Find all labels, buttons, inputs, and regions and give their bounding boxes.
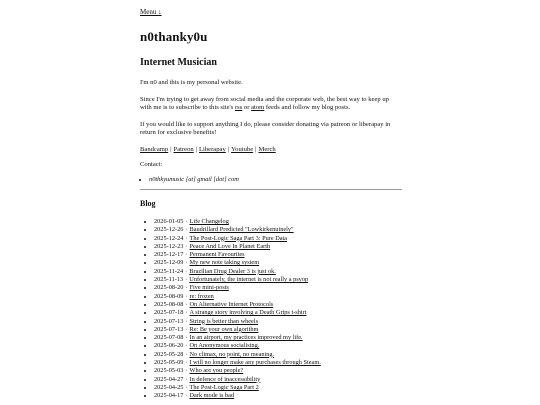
post-title-link[interactable]: Five mini-posts bbox=[189, 284, 229, 292]
post-title-link[interactable]: Re: Be your own algorithm bbox=[189, 325, 259, 333]
post-date: 2025-12-17 bbox=[154, 251, 184, 259]
menu-toggle bbox=[140, 8, 402, 16]
post-separator: · bbox=[185, 383, 188, 391]
post-separator: · bbox=[185, 359, 188, 367]
contact-label: Contact: bbox=[140, 160, 163, 168]
post-date: 2025-06-20 bbox=[154, 342, 184, 350]
intro-paragraph-1: I'm n0 and this is my personal website. bbox=[140, 79, 243, 86]
post-title-link[interactable]: Peace And Love In Planet Earth bbox=[189, 242, 271, 250]
contact-list bbox=[140, 176, 402, 183]
blog-post-item bbox=[154, 309, 402, 317]
post-date: 2025-11-13 bbox=[154, 276, 184, 284]
intro-paragraph-2 bbox=[140, 96, 402, 113]
intro-text-b: or bbox=[242, 104, 252, 112]
blog-post-item bbox=[154, 384, 402, 392]
post-separator: · bbox=[185, 251, 188, 259]
post-separator: · bbox=[185, 292, 188, 300]
menu-link[interactable]: Menu ↓ bbox=[140, 8, 162, 16]
post-title-link[interactable]: Unfortunately, the internet is not really a psyop bbox=[189, 276, 309, 284]
bandcamp-link[interactable]: Bandcamp bbox=[140, 145, 169, 153]
post-separator: · bbox=[185, 325, 188, 333]
blog-post-item bbox=[154, 251, 402, 259]
post-separator: · bbox=[185, 242, 188, 250]
post-separator: · bbox=[185, 259, 188, 267]
separator: | bbox=[195, 145, 198, 153]
post-date: 2025-08-20 bbox=[154, 284, 184, 292]
main-content bbox=[140, 8, 402, 401]
post-title-link[interactable]: On Alternative Internet Protocols bbox=[189, 300, 274, 308]
post-date: 2025-12-26 bbox=[154, 226, 184, 234]
social-links bbox=[140, 146, 402, 153]
blog-post-item bbox=[154, 376, 402, 384]
blog-post-item bbox=[154, 367, 402, 375]
blog-post-item bbox=[154, 392, 402, 400]
post-date: 2025-07-08 bbox=[154, 334, 184, 342]
blog-post-item bbox=[154, 293, 402, 301]
liberapay-link[interactable]: Liberapay bbox=[199, 145, 226, 153]
atom-link[interactable]: atom bbox=[251, 104, 265, 112]
post-separator: · bbox=[185, 375, 188, 383]
site-subtitle: Internet Musician bbox=[140, 57, 217, 68]
post-title-link[interactable]: Brazilian Drug Dealer 3 is just ok. bbox=[189, 267, 276, 275]
post-date: 2025-08-09 bbox=[154, 292, 184, 300]
blog-post-item bbox=[154, 243, 402, 251]
post-title-link[interactable]: re: frozen bbox=[189, 292, 214, 300]
blog-post-item bbox=[154, 268, 402, 276]
blog-post-item bbox=[154, 259, 402, 267]
divider bbox=[140, 189, 402, 190]
blog-post-item bbox=[154, 334, 402, 342]
blog-post-item bbox=[154, 326, 402, 334]
merch-link[interactable]: Merch bbox=[258, 145, 276, 153]
blog-post-item bbox=[154, 284, 402, 292]
post-title-link[interactable]: In defence of inaccessibility bbox=[189, 375, 261, 383]
post-date: 2025-08-08 bbox=[154, 300, 184, 308]
blog-post-item bbox=[154, 235, 402, 243]
rss-link[interactable]: rss bbox=[234, 104, 243, 112]
post-date: 2025-07-13 bbox=[154, 325, 184, 333]
post-date: 2025-05-03 bbox=[154, 367, 184, 375]
post-date: 2026-01-05 bbox=[154, 217, 184, 225]
post-title-link[interactable]: I will no longer make any purchases through Steam. bbox=[189, 359, 321, 367]
intro-text-a: Since I'm trying to get away from social media and the corporate web, the best way to keep up with me is to subscribe to this site's bbox=[140, 95, 389, 112]
post-separator: · bbox=[185, 276, 188, 284]
blog-post-item bbox=[154, 276, 402, 284]
post-date: 2025-05-28 bbox=[154, 350, 184, 358]
post-separator: · bbox=[185, 284, 188, 292]
blog-post-item bbox=[154, 359, 402, 367]
blog-post-item bbox=[154, 342, 402, 350]
separator: | bbox=[170, 145, 172, 153]
blog-post-item bbox=[154, 318, 402, 326]
site-title: n0thanky0u bbox=[140, 29, 208, 44]
post-separator: · bbox=[185, 226, 188, 234]
post-title-link[interactable]: Who are you people? bbox=[189, 367, 244, 375]
post-date: 2025-04-17 bbox=[154, 392, 184, 400]
post-separator: · bbox=[185, 267, 188, 275]
contact-email: • n0thkyumusic [at] gmail [dot] com bbox=[149, 176, 402, 183]
post-title-link[interactable]: String is better than wheels bbox=[189, 317, 259, 325]
separator: | bbox=[255, 145, 257, 153]
post-title-link[interactable]: The Post-Logic Saga Part 3: Pure Data bbox=[189, 234, 288, 242]
post-date: 2025-12-09 bbox=[154, 259, 184, 267]
post-title-link[interactable]: Life Changelog bbox=[189, 217, 229, 225]
post-separator: · bbox=[185, 367, 188, 375]
post-title-link[interactable]: Baudrillard Predicted "Lowkirkenuinely" bbox=[189, 226, 294, 234]
post-date: 2025-11-24 bbox=[154, 267, 184, 275]
post-title-link[interactable]: My new note taking system bbox=[189, 259, 260, 267]
blog-post-item bbox=[154, 218, 402, 226]
blog-heading: Blog bbox=[140, 198, 156, 208]
post-date: 2025-12-23 bbox=[154, 242, 184, 250]
post-date: 2025-12-24 bbox=[154, 234, 184, 242]
intro-text-c: feeds and follow my blog posts. bbox=[264, 104, 351, 112]
blog-post-item bbox=[154, 301, 402, 309]
separator: | bbox=[227, 145, 230, 153]
post-separator: · bbox=[185, 234, 188, 242]
post-title-link[interactable]: On Anonymous socialising. bbox=[189, 342, 260, 350]
post-separator: · bbox=[185, 317, 188, 325]
post-title-link[interactable]: In an airport, my practices improved my life. bbox=[189, 334, 303, 342]
post-separator: · bbox=[185, 300, 188, 308]
post-title-link[interactable]: Dark mode is bad bbox=[189, 392, 235, 400]
blog-post-list bbox=[140, 218, 402, 401]
post-separator: · bbox=[185, 350, 188, 358]
blog-post-item bbox=[154, 351, 402, 359]
post-separator: · bbox=[185, 309, 188, 317]
blog-post-item bbox=[154, 226, 402, 234]
post-date: 2025-07-18 bbox=[154, 309, 184, 317]
post-separator: · bbox=[185, 217, 188, 225]
post-separator: · bbox=[185, 342, 188, 350]
intro-paragraph-3: If you would like to support anything I do, please consider donating via patreon or liberapay in return for exclusive benefits! bbox=[140, 120, 391, 137]
post-title-link[interactable]: No climax, no point, no meaning. bbox=[189, 350, 275, 358]
post-date: 2025-04-27 bbox=[154, 375, 184, 383]
post-date: 2025-04-25 bbox=[154, 383, 184, 391]
youtube-link[interactable]: Youtube bbox=[231, 145, 254, 153]
post-date: 2025-05-09 bbox=[154, 359, 184, 367]
post-separator: · bbox=[185, 334, 188, 342]
post-date: 2025-07-13 bbox=[154, 317, 184, 325]
post-separator: · bbox=[185, 392, 188, 400]
patreon-link[interactable]: Patreon bbox=[173, 145, 194, 153]
post-title-link[interactable]: Permanent Favourites bbox=[189, 251, 245, 259]
post-title-link[interactable]: The Post-Logic Saga Part 2 bbox=[189, 383, 259, 391]
post-title-link[interactable]: A strange story involving a Death Grips t-shirt bbox=[189, 309, 307, 317]
